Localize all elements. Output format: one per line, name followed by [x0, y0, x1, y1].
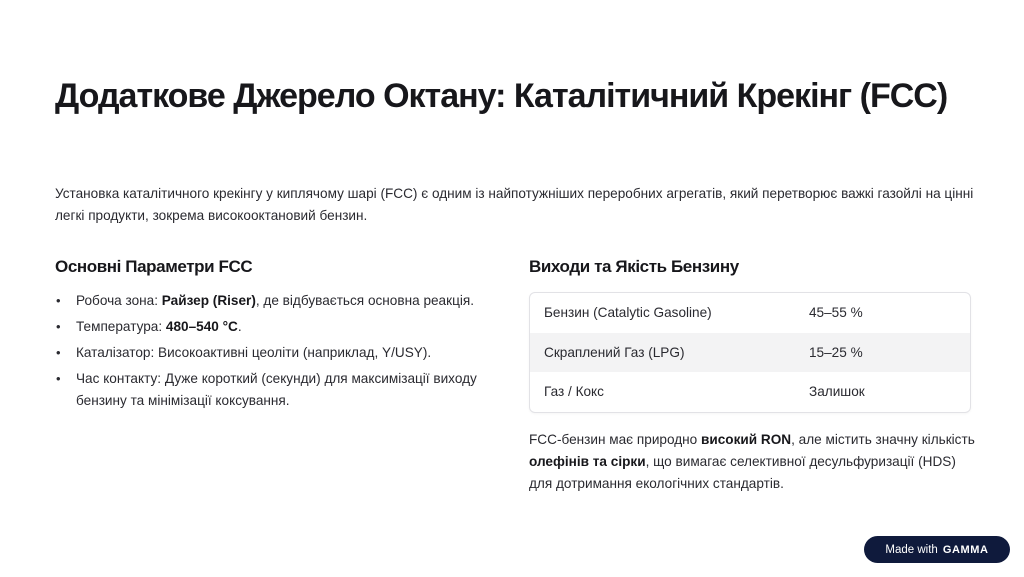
- value-cell: Залишок: [809, 384, 865, 400]
- parameters-column: [55, 255, 505, 416]
- table-row: [530, 372, 970, 412]
- list-item: • Каталізатор: Високоактивні цеоліти (наприклад, Y/USY).: [55, 342, 505, 364]
- list-item: • Час контакту: Дуже короткий (секунди) для максимізації виходу бензину та мінімізації коксування.: [55, 368, 505, 412]
- yields-table: [529, 292, 971, 413]
- bullet-icon: •: [56, 319, 61, 334]
- gamma-logo: GAMMA: [942, 543, 989, 556]
- value-cell: 15–25 %: [809, 344, 863, 360]
- product-cell: Бензин (Catalytic Gasoline): [544, 305, 712, 321]
- badge-text: Made with: [885, 543, 938, 556]
- bullet-icon: •: [56, 293, 61, 308]
- parameters-list: [55, 290, 505, 412]
- product-cell: Газ / Кокс: [544, 384, 604, 400]
- intro-paragraph: Установка каталітичного крекінгу у киплячому шарі (FCC) є одним із найпотужніших переробних агрегатів, який перетворює важкі газойлі на цінні легкі продукти, зокрема високооктановий бензин.: [55, 186, 974, 223]
- list-item: • Робоча зона: Райзер (Riser), де відбувається основна реакція.: [55, 290, 505, 312]
- list-item: • Температура: 480–540 °C.: [55, 316, 505, 338]
- table-row: [530, 333, 970, 373]
- yields-heading: Виходи та Якість Бензину: [529, 257, 739, 276]
- bullet-icon: •: [56, 371, 61, 386]
- made-with-gamma-badge[interactable]: [864, 536, 1010, 563]
- bullet-icon: •: [56, 345, 61, 360]
- yields-column: [529, 255, 975, 495]
- product-cell: Скраплений Газ (LPG): [544, 344, 685, 360]
- table-row: [530, 293, 970, 333]
- slide-title: Додаткове Джерело Октану: Каталітичний Крекінг (FCC): [55, 77, 948, 115]
- parameters-heading: Основні Параметри FCC: [55, 257, 253, 276]
- value-cell: 45–55 %: [809, 305, 863, 321]
- quality-note: FCC-бензин має природно високий RON, але містить значну кількість олефінів та сірки, що вимагає селективної десульфуризації (HDS) для дотримання екологічних стандартів.: [529, 431, 975, 491]
